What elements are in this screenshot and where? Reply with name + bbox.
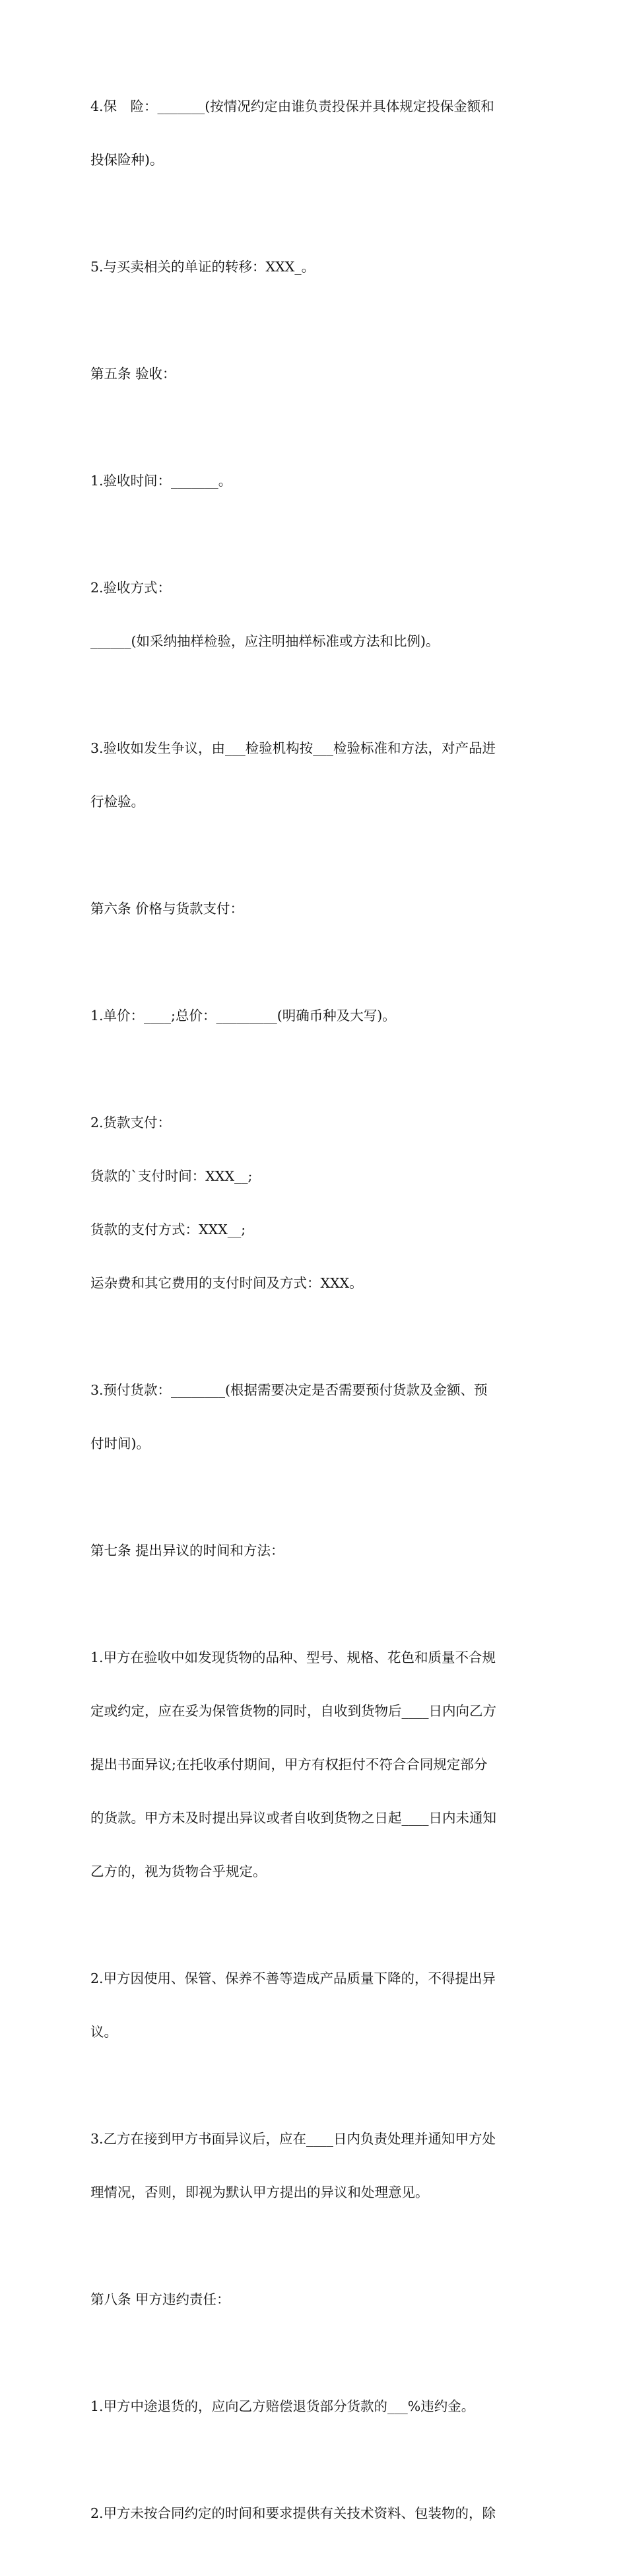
text-line: 1.甲方在验收中如发现货物的品种、型号、规格、花色和质量不合规 [90,1650,496,1665]
text-line: 1.验收时间：_______。 [90,473,232,489]
contract-page [90,62,539,2576]
article-8-heading [90,2255,539,2344]
text-line: 2.货款支付： [90,1115,172,1131]
text-line: 1.甲方中途退货的，应向乙方赔偿退货部分货款的___%违约金。 [90,2398,475,2414]
text-line: 乙方的，视为货物合乎规定。 [90,1863,267,1879]
text-line: 货款的`支付时间：XXX__; [90,1168,253,1184]
text-line: 3.预付货款：________(根据需要决定是否需要预付货款及金额、预 [90,1382,488,1398]
text-line: 第七条 提出异议的时间和方法： [90,1543,284,1558]
paragraph-objection-1 [90,1613,539,1916]
text-line: 货款的支付方式：XXX__; [90,1222,246,1237]
text-line: 提出书面异议;在托收承付期间，甲方有权拒付不符合合同规定部分 [90,1757,488,1772]
paragraph-inspection-dispute [90,704,539,847]
text-line: 议。 [90,2024,117,2040]
text-line: 1.单价：____;总价：_________(明确币种及大写)。 [90,1008,396,1024]
text-line: 2.甲方因使用、保管、保养不善等造成产品质量下降的，不得提出异 [90,1970,496,1986]
text-line: 2.甲方未按合同约定的时间和要求提供有关技术资料、包装物的，除 [90,2505,496,2521]
paragraph-breach-2 [90,2469,539,2558]
text-line: ______(如采纳抽样检验，应注明抽样标准或方法和比例)。 [90,633,440,649]
text-line: 定或约定，应在妥为保管货物的同时，自收到货物后____日内向乙方 [90,1703,496,1719]
text-line: 2.验收方式： [90,580,172,596]
paragraph-objection-2 [90,1934,539,2077]
article-6-heading [90,864,539,954]
paragraph-price [90,971,539,1061]
text-line: 5.与买卖相关的单证的转移：XXX_。 [90,259,315,275]
text-line: 3.乙方在接到甲方书面异议后，应在____日内负责处理并通知甲方处 [90,2131,496,2147]
text-line: 行检验。 [90,794,145,810]
paragraph-payment [90,1078,539,1328]
paragraph-prepayment [90,1346,539,1488]
text-line: 第五条 验收： [90,366,176,382]
article-5-heading [90,330,539,419]
text-line: 第六条 价格与货款支付： [90,901,244,917]
article-7-heading [90,1506,539,1595]
paragraph-objection-3 [90,2095,539,2237]
text-line: 运杂费和其它费用的支付时间及方式：XXX。 [90,1275,363,1291]
paragraph-insurance [90,62,539,205]
text-line: 的货款。甲方未及时提出异议或者自收到货物之日起____日内未通知 [90,1810,496,1826]
paragraph-inspection-time [90,436,539,526]
text-line: 投保险种)。 [90,152,164,168]
text-line: 3.验收如发生争议，由___检验机构按___检验标准和方法，对产品进 [90,740,496,756]
paragraph-inspection-method [90,543,539,686]
paragraph-breach-1 [90,2362,539,2451]
paragraph-documents-transfer [90,223,539,312]
text-line: 理情况，否则，即视为默认甲方提出的异议和处理意见。 [90,2184,429,2200]
text-line: 付时间)。 [90,1436,150,1451]
text-line: 第八条 甲方违约责任： [90,2291,230,2307]
text-line: 4.保 险：_______(按情况约定由谁负责投保并具体规定投保金额和 [90,98,494,114]
